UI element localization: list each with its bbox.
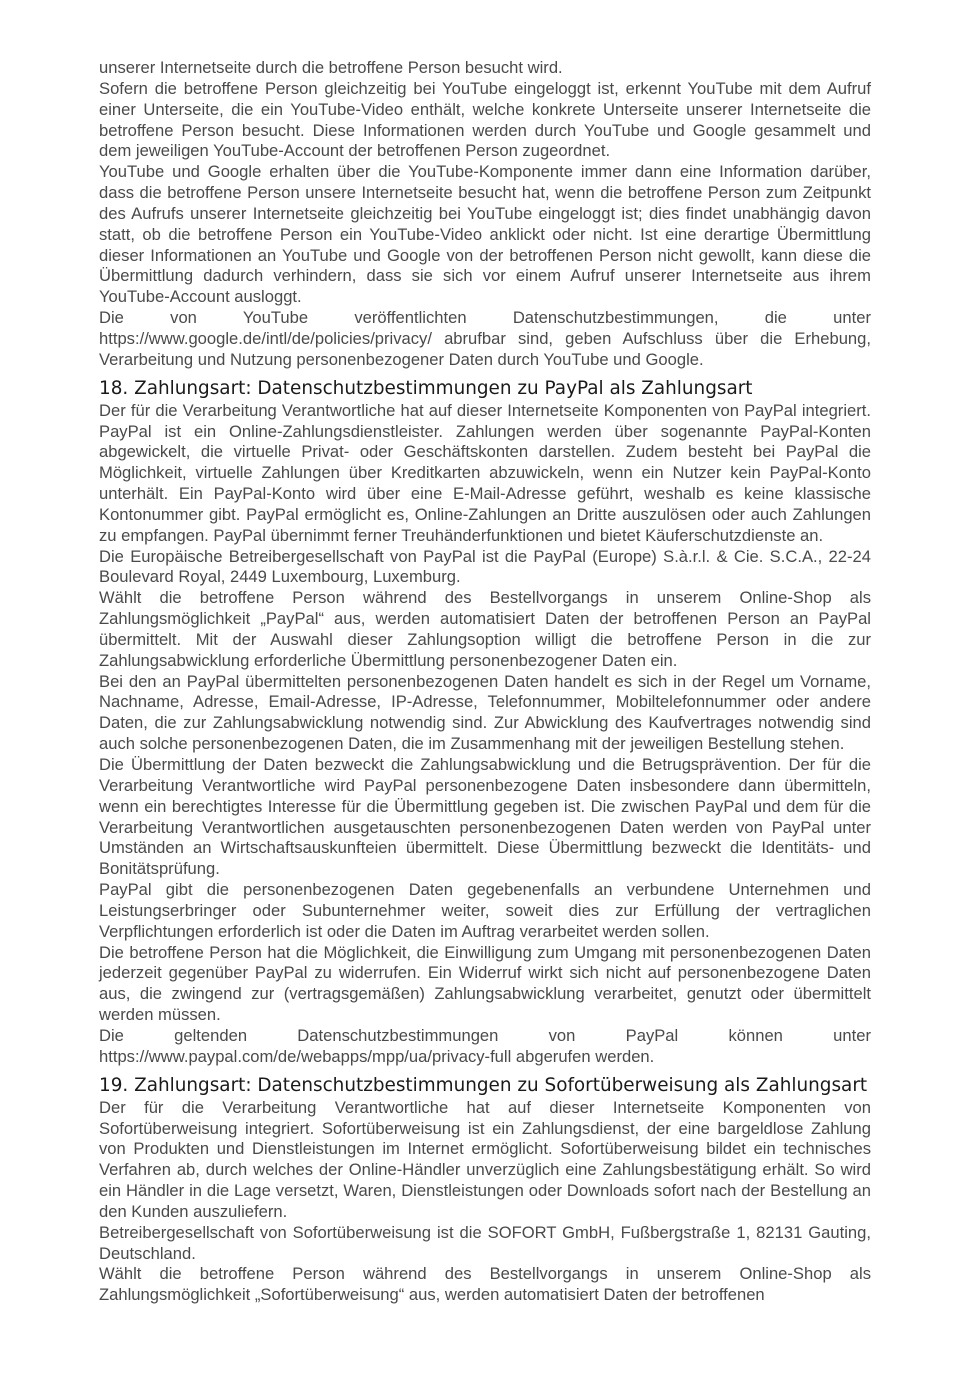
paragraph-paypal-intro: Der für die Verarbeitung Verantwortliche hat auf dieser Internetseite Komponenten von PayPal integriert. PayPal ist ein Online-Zahlungsdienstleister. Zahlungen werden über sogenannte PayPal-Konten abgewickelt, die virtuelle Privat- oder Geschäftskonten darstellen. Zudem besteht bei PayPal die Möglichkeit, virtuelle Zahlungen über Kreditkarten abzuwickeln, wenn ein Nutzer kein PayPal-Konto unterhält. Ein PayPal-Konto wird über eine E-Mail-Adresse geführt, weshalb es keine klassische Kontonummer gibt. PayPal ermöglicht es, Online-Zahlungen an Dritte auszulösen oder auch Zahlungen zu empfangen. PayPal übernimmt ferner Treuhänderfunktionen und bietet Käuferschutzdienste an.: [99, 400, 871, 545]
paragraph-sofort-selection: Wählt die betroffene Person während des Bestellvorgangs in unserem Online-Shop als Zahlungsmöglichkeit „Sofortüberweisung“ aus, werden automatisiert Daten der betroffenen: [99, 1264, 871, 1305]
paragraph-sofort-operator: Betreibergesellschaft von Sofortüberweisung ist die SOFORT GmbH, Fußbergstraße 1, 82131 Gauting, Deutschland.: [99, 1222, 871, 1263]
paragraph-youtube-information: YouTube und Google erhalten über die YouTube-Komponente immer dann eine Information darüber, dass die betroffene Person unsere Internetseite besucht hat, wenn die betroffene Person zum Zeitpunkt des Aufrufs unserer Internetseite gleichzeitig bei YouTube eingeloggt ist; dies findet unabhängig davon statt, ob die betroffene Person ein YouTube-Video anklickt oder nicht. Ist eine derartige Übermittlung dieser Informationen an YouTube und Google von der betroffenen Person nicht gewollt, kann diese die Übermittlung dadurch verhindern, dass sie sich vor einem Aufruf unserer Internetseite aus ihrem YouTube-Account ausloggt.: [99, 162, 871, 307]
paragraph-paypal-purpose: Die Übermittlung der Daten bezweckt die Zahlungsabwicklung und die Betrugsprävention. Der für die Verarbeitung Verantwortliche wird PayPal personenbezogene Daten insbesondere dann übermitteln, wenn ein berechtigtes Interesse für die Übermittlung gegeben ist. Die zwischen PayPal und dem für die Verarbeitung Verantwortlichen ausgetauschten personenbezogenen Daten werden von PayPal unter Umständen an Wirtschaftsauskunfteien übermittelt. Diese Übermittlung bezweckt die Identitäts- und Bonitätsprüfung.: [99, 755, 871, 879]
section-heading-18: 18. Zahlungsart: Datenschutzbestimmungen zu PayPal als Zahlungsart: [99, 377, 753, 399]
paragraph-paypal-selection: Wählt die betroffene Person während des Bestellvorgangs in unserem Online-Shop als Zahlungsmöglichkeit „PayPal“ aus, werden automatisiert Daten der betroffenen Person an PayPal übermittelt. Mit der Auswahl dieser Zahlungsoption willigt die betroffene Person in die zur Zahlungsabwicklung erforderliche Übermittlung personenbezogener Daten ein.: [99, 588, 871, 670]
paragraph-paypal-data: Bei den an PayPal übermittelten personenbezogenen Daten handelt es sich in der Regel um Vorname, Nachname, Adresse, Email-Adresse, IP-Adresse, Telefonnummer, Mobiltelefonnummer oder andere Daten, die zur Zahlungsabwicklung notwendig sind. Zur Abwicklung des Kaufvertrages notwendig sind auch solche personenbezogenen Daten, die im Zusammenhang mit der jeweiligen Bestellung stehen.: [99, 671, 871, 754]
paragraph-youtube-login: Sofern die betroffene Person gleichzeitig bei YouTube eingeloggt ist, erkennt YouTube mit dem Aufruf einer Unterseite, die ein YouTube-Video enthält, welche konkrete Unterseite unserer Internetseite die betroffene Person besucht. Diese Informationen werden durch YouTube und Google gesammelt und dem jeweiligen YouTube-Account der betroffenen Person zugeordnet.: [99, 78, 871, 161]
paragraph-youtube-privacy-link: Die von YouTube veröffentlichten Datenschutzbestimmungen, die unter https://www.google.de/intl/de/policies/privacy/ abrufbar sind, geben Aufschluss über die Erhebung, Verarbeitung und Nutzung personenbezogener Daten durch YouTube und Google.: [99, 308, 871, 369]
paragraph-paypal-sharing: PayPal gibt die personenbezogenen Daten gegebenenfalls an verbundene Unternehmen und Leistungserbringer oder Subunternehmer weiter, soweit dies zur Erfüllung der vertraglichen Verpflichtungen erforderlich ist oder die Daten im Auftrag verarbeitet werden sollen.: [99, 880, 871, 941]
paragraph-paypal-privacy-link: Die geltenden Datenschutzbestimmungen von PayPal können unter https://www.paypal.com/de/webapps/mpp/ua/privacy-full abgerufen werden.: [99, 1025, 871, 1066]
paragraph-sofort-intro: Der für die Verarbeitung Verantwortliche hat auf dieser Internetseite Komponenten von Sofortüberweisung integriert. Sofortüberweisung ist ein Zahlungsdienst, der eine bargeldlose Zahlung von Produkten und Dienstleistungen im Internet ermöglicht. Sofortüberweisung bildet ein technisches Verfahren ab, durch welches der Online-Händler unverzüglich eine Zahlungsbestätigung erhält. So wird ein Händler in die Lage versetzt, Waren, Dienstleistungen oder Downloads sofort nach der Bestellung an den Kunden auszuliefern.: [99, 1097, 871, 1221]
section-heading-19: 19. Zahlungsart: Datenschutzbestimmungen zu Sofortüberweisung als Zahlungsart: [99, 1074, 868, 1096]
paragraph-intro-end: unserer Internetseite durch die betroffene Person besucht wird.: [99, 58, 563, 77]
document-page: [99, 58, 871, 1306]
paragraph-paypal-revocation: Die betroffene Person hat die Möglichkeit, die Einwilligung zum Umgang mit personenbezogenen Daten jederzeit gegenüber PayPal zu widerrufen. Ein Widerruf wirkt sich nicht auf personenbezogene Daten aus, die zwingend zur (vertragsgemäßen) Zahlungsabwicklung verarbeitet, genutzt oder übermittelt werden müssen.: [99, 942, 871, 1025]
paragraph-paypal-operator: Die Europäische Betreibergesellschaft von PayPal ist die PayPal (Europe) S.à.r.l. & Cie. S.C.A., 22-24 Boulevard Royal, 2449 Luxembourg, Luxemburg.: [99, 546, 871, 587]
